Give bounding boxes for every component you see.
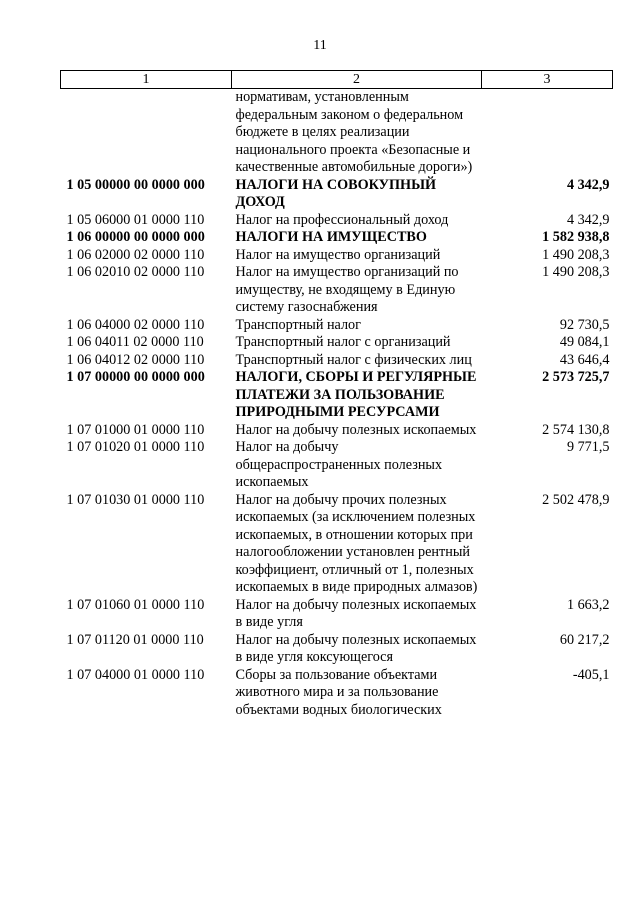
row-amount: 1 490 208,3 <box>542 246 610 263</box>
column-header-1: 1 <box>61 71 232 89</box>
table-row <box>61 247 613 265</box>
row-name: Налог на профессиональный доход <box>235 211 449 228</box>
table-body <box>61 89 613 720</box>
column-header-3: 3 <box>482 71 613 89</box>
row-amount: 2 502 478,9 <box>542 491 610 508</box>
row-amount: 60 217,2 <box>559 631 610 648</box>
row-name: Налог на добычу прочих полезных ископаемых (за исключением полезных ископаемых, в отношении которых при налогообложении установлен рентный коэффициент, отличный от 1, полезных ископаемых в виде природных алмазов) <box>235 491 478 595</box>
table-row <box>61 352 613 370</box>
row-code: 1 05 06000 01 0000 110 <box>66 211 205 228</box>
row-amount: 9 771,5 <box>566 439 610 455</box>
row-name: нормативам, установленным федеральным законом о федеральном бюджете в целях реализации национального проекта «Безопасные и качественные автомобильные дороги») <box>235 89 473 175</box>
table-row <box>61 492 613 597</box>
table-row <box>61 229 613 247</box>
row-name: Сборы за пользование объектами животного мира и за пользование объектами водных биологических <box>235 666 442 718</box>
row-name: Налог на имущество организаций по имуществу, не входящему в Единую систему газоснабжения <box>235 264 459 315</box>
table-header-row <box>61 71 613 89</box>
row-code: 1 07 01000 01 0000 110 <box>66 421 205 438</box>
row-code: 1 06 04012 02 0000 110 <box>66 351 205 368</box>
row-amount: 4 342,9 <box>566 176 610 193</box>
row-amount: 1 663,2 <box>566 596 610 613</box>
table-row <box>61 317 613 335</box>
table-row <box>61 264 613 317</box>
row-amount: -405,1 <box>572 666 610 683</box>
table-row <box>61 439 613 492</box>
table-row <box>61 667 613 720</box>
table-row <box>61 212 613 230</box>
column-header-2: 2 <box>232 71 482 89</box>
row-amount: 1 490 208,3 <box>542 264 610 280</box>
row-code: 1 07 01120 01 0000 110 <box>66 631 204 648</box>
row-amount: 49 084,1 <box>559 334 610 350</box>
row-code: 1 06 04000 02 0000 110 <box>66 316 205 333</box>
table-row <box>61 89 613 177</box>
row-name: Налог на добычу полезных ископаемых в виде угля коксующегося <box>235 631 477 665</box>
row-code: 1 07 01060 01 0000 110 <box>66 596 205 613</box>
row-name: Налог на добычу полезных ископаемых в виде угля <box>235 596 477 630</box>
row-code: 1 07 01020 01 0000 110 <box>66 439 205 455</box>
row-amount <box>482 89 613 177</box>
page-number: 11 <box>313 38 327 53</box>
row-amount: 92 730,5 <box>559 316 610 333</box>
row-amount: 2 573 725,7 <box>542 369 610 385</box>
row-amount: 2 574 130,8 <box>542 421 610 438</box>
row-code <box>61 89 232 177</box>
row-name: Налог на добычу полезных ископаемых <box>235 421 477 438</box>
table-row <box>61 422 613 440</box>
row-name: Налог на имущество организаций <box>235 246 441 263</box>
row-code: 1 05 00000 00 0000 000 <box>66 176 205 193</box>
table-row <box>61 632 613 667</box>
row-code: 1 06 00000 00 0000 000 <box>66 229 205 245</box>
row-code: 1 06 04011 02 0000 110 <box>66 334 204 350</box>
row-name: Транспортный налог с физических лиц <box>235 351 472 368</box>
row-code: 1 07 04000 01 0000 110 <box>66 666 205 683</box>
row-code: 1 06 02010 02 0000 110 <box>66 264 205 280</box>
row-code: 1 06 02000 02 0000 110 <box>66 246 205 263</box>
row-name: Налог на добычу общераспространенных полезных ископаемых <box>235 439 443 490</box>
row-code: 1 07 01030 01 0000 110 <box>66 491 205 508</box>
row-amount: 43 646,4 <box>559 351 610 368</box>
table-row <box>61 369 613 422</box>
table-row <box>61 334 613 352</box>
row-name: Транспортный налог <box>235 316 361 333</box>
row-name: НАЛОГИ, СБОРЫ И РЕГУЛЯРНЫЕ ПЛАТЕЖИ ЗА ПОЛЬЗОВАНИЕ ПРИРОДНЫМИ РЕСУРСАМИ <box>235 369 477 420</box>
row-name: НАЛОГИ НА СОВОКУПНЫЙ ДОХОД <box>235 176 437 210</box>
row-amount: 1 582 938,8 <box>542 229 610 245</box>
table-row <box>61 177 613 212</box>
row-name: Транспортный налог с организаций <box>235 334 451 350</box>
row-code: 1 07 00000 00 0000 000 <box>66 369 205 385</box>
budget-revenue-table <box>60 70 613 719</box>
table-row <box>61 597 613 632</box>
row-amount: 4 342,9 <box>566 211 610 228</box>
row-name: НАЛОГИ НА ИМУЩЕСТВО <box>235 229 427 245</box>
